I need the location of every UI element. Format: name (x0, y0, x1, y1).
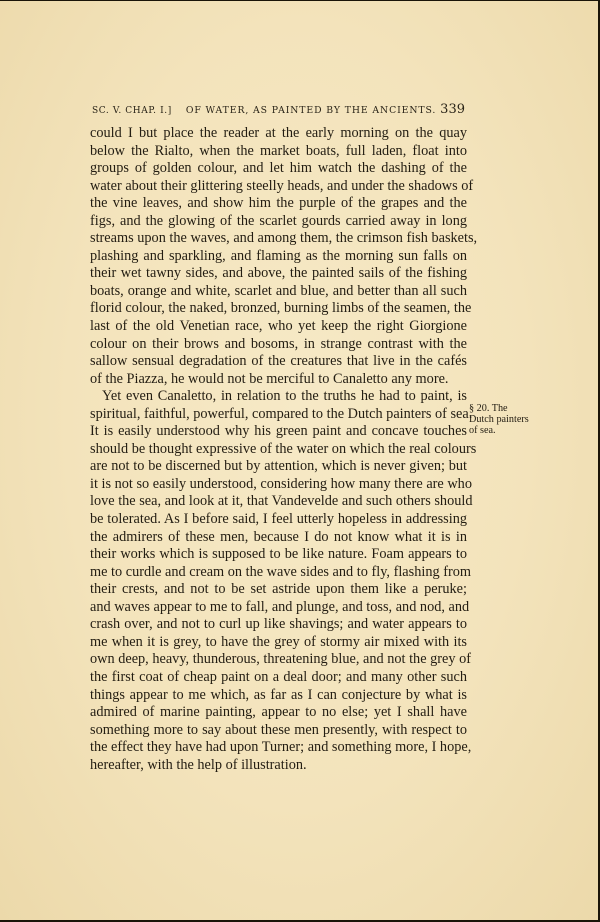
text-line: hereafter, with the help of illustration. (90, 756, 307, 773)
body-text (90, 125, 478, 774)
text-line: could I but place the reader at the early morning on the quay (90, 125, 467, 141)
marginal-note-line: Dutch painters (469, 414, 529, 425)
text-line: boats, orange and white, scarlet and blue, and better than all such (90, 282, 467, 299)
text-line: it is not so easily understood, considering how many there are who (90, 475, 472, 492)
marginal-note (469, 403, 539, 436)
text-line: should be thought expressive of the water on which the real colours (90, 440, 477, 457)
paragraph-2 (90, 388, 477, 774)
text-line: be tolerated. As I before said, I feel utterly hopeless in addressing (90, 511, 467, 528)
text-line: crash over, and not to curl up like shavings; and water appears to (90, 616, 467, 633)
running-head (92, 102, 465, 117)
text-line: florid colour, the naked, bronzed, burning limbs of the seamen, the (90, 300, 472, 317)
text-line: groups of golden colour, and let him watch the dashing of the (90, 160, 467, 177)
text-line: It is easily understood why his green paint and concave touches (90, 423, 467, 440)
text-line: figs, and the glowing of the scarlet gourds carried away in long (90, 212, 467, 229)
text-line: plashing and sparkling, and flaming as the morning sun falls on (90, 247, 467, 264)
text-line: me when it is grey, to have the grey of stormy air mixed with its (90, 633, 467, 650)
section-chapter-label: SC. V. CHAP. I.] (92, 106, 172, 116)
text-line: own deep, heavy, thunderous, threatening blue, and not the grey of (90, 651, 472, 668)
text-line: below the Rialto, when the market boats, full laden, float into (90, 142, 467, 159)
text-line: things appear to me which, as far as I can conjecture by what is (90, 686, 467, 703)
text-line: and waves appear to me to fall, and plunge, and toss, and nod, and (90, 598, 470, 615)
text-line: the admirers of these men, because I do not know what it is in (90, 528, 467, 545)
text-line: last of the old Venetian race, who yet keep the right Giorgione (90, 318, 467, 335)
marginal-note-line: § 20. The (469, 403, 508, 414)
text-line: Yet even Canaletto, in relation to the truths he had to paint, is (102, 388, 467, 405)
text-line: the effect they have had upon Turner; and something more, I hope, (90, 739, 472, 756)
text-line: their crests, and not to be set astride upon them like a peruke; (90, 581, 467, 598)
text-line: their wet tawny sides, and above, the painted sails of the fishing (90, 265, 467, 282)
text-line: of the Piazza, he would not be merciful to Canaletto any more. (90, 370, 449, 387)
text-line: me to curdle and cream on the wave sides and to fly, flashing from (90, 563, 471, 580)
text-line: love the sea, and look at it, that Vandevelde and such others should (90, 493, 473, 510)
text-line: their works which is supposed to be like nature. Foam appears to (90, 546, 467, 563)
text-line: are not to be discerned but by attention, which is never given; but (90, 458, 467, 475)
text-line: sallow sensual degradation of the creatures that live in the cafés (90, 353, 467, 370)
text-line: streams upon the waves, and among them, the crimson fish baskets, (90, 230, 478, 247)
text-line: water about their glittering steelly heads, and under the shadows of (90, 177, 474, 194)
marginal-note-line: of sea. (469, 425, 496, 436)
text-line: admired of marine painting, appear to no else; yet I shall have (90, 704, 467, 721)
text-line: the first coat of cheap paint on a deal door; and many other such (90, 668, 467, 685)
book-page (0, 1, 598, 920)
text-line: spiritual, faithful, powerful, compared to the Dutch painters of sea. (90, 405, 473, 422)
text-line: colour on their brows and bosoms, in strange contrast with the (90, 335, 467, 352)
running-title: OF WATER, AS PAINTED BY THE ANCIENTS. (185, 105, 437, 116)
paragraph-1 (90, 125, 478, 388)
text-line: the vine leaves, and show him the purple of the grapes and the (90, 195, 467, 212)
page-number: 339 (440, 102, 465, 117)
text-line: something more to say about these men presently, with respect to (90, 721, 467, 738)
